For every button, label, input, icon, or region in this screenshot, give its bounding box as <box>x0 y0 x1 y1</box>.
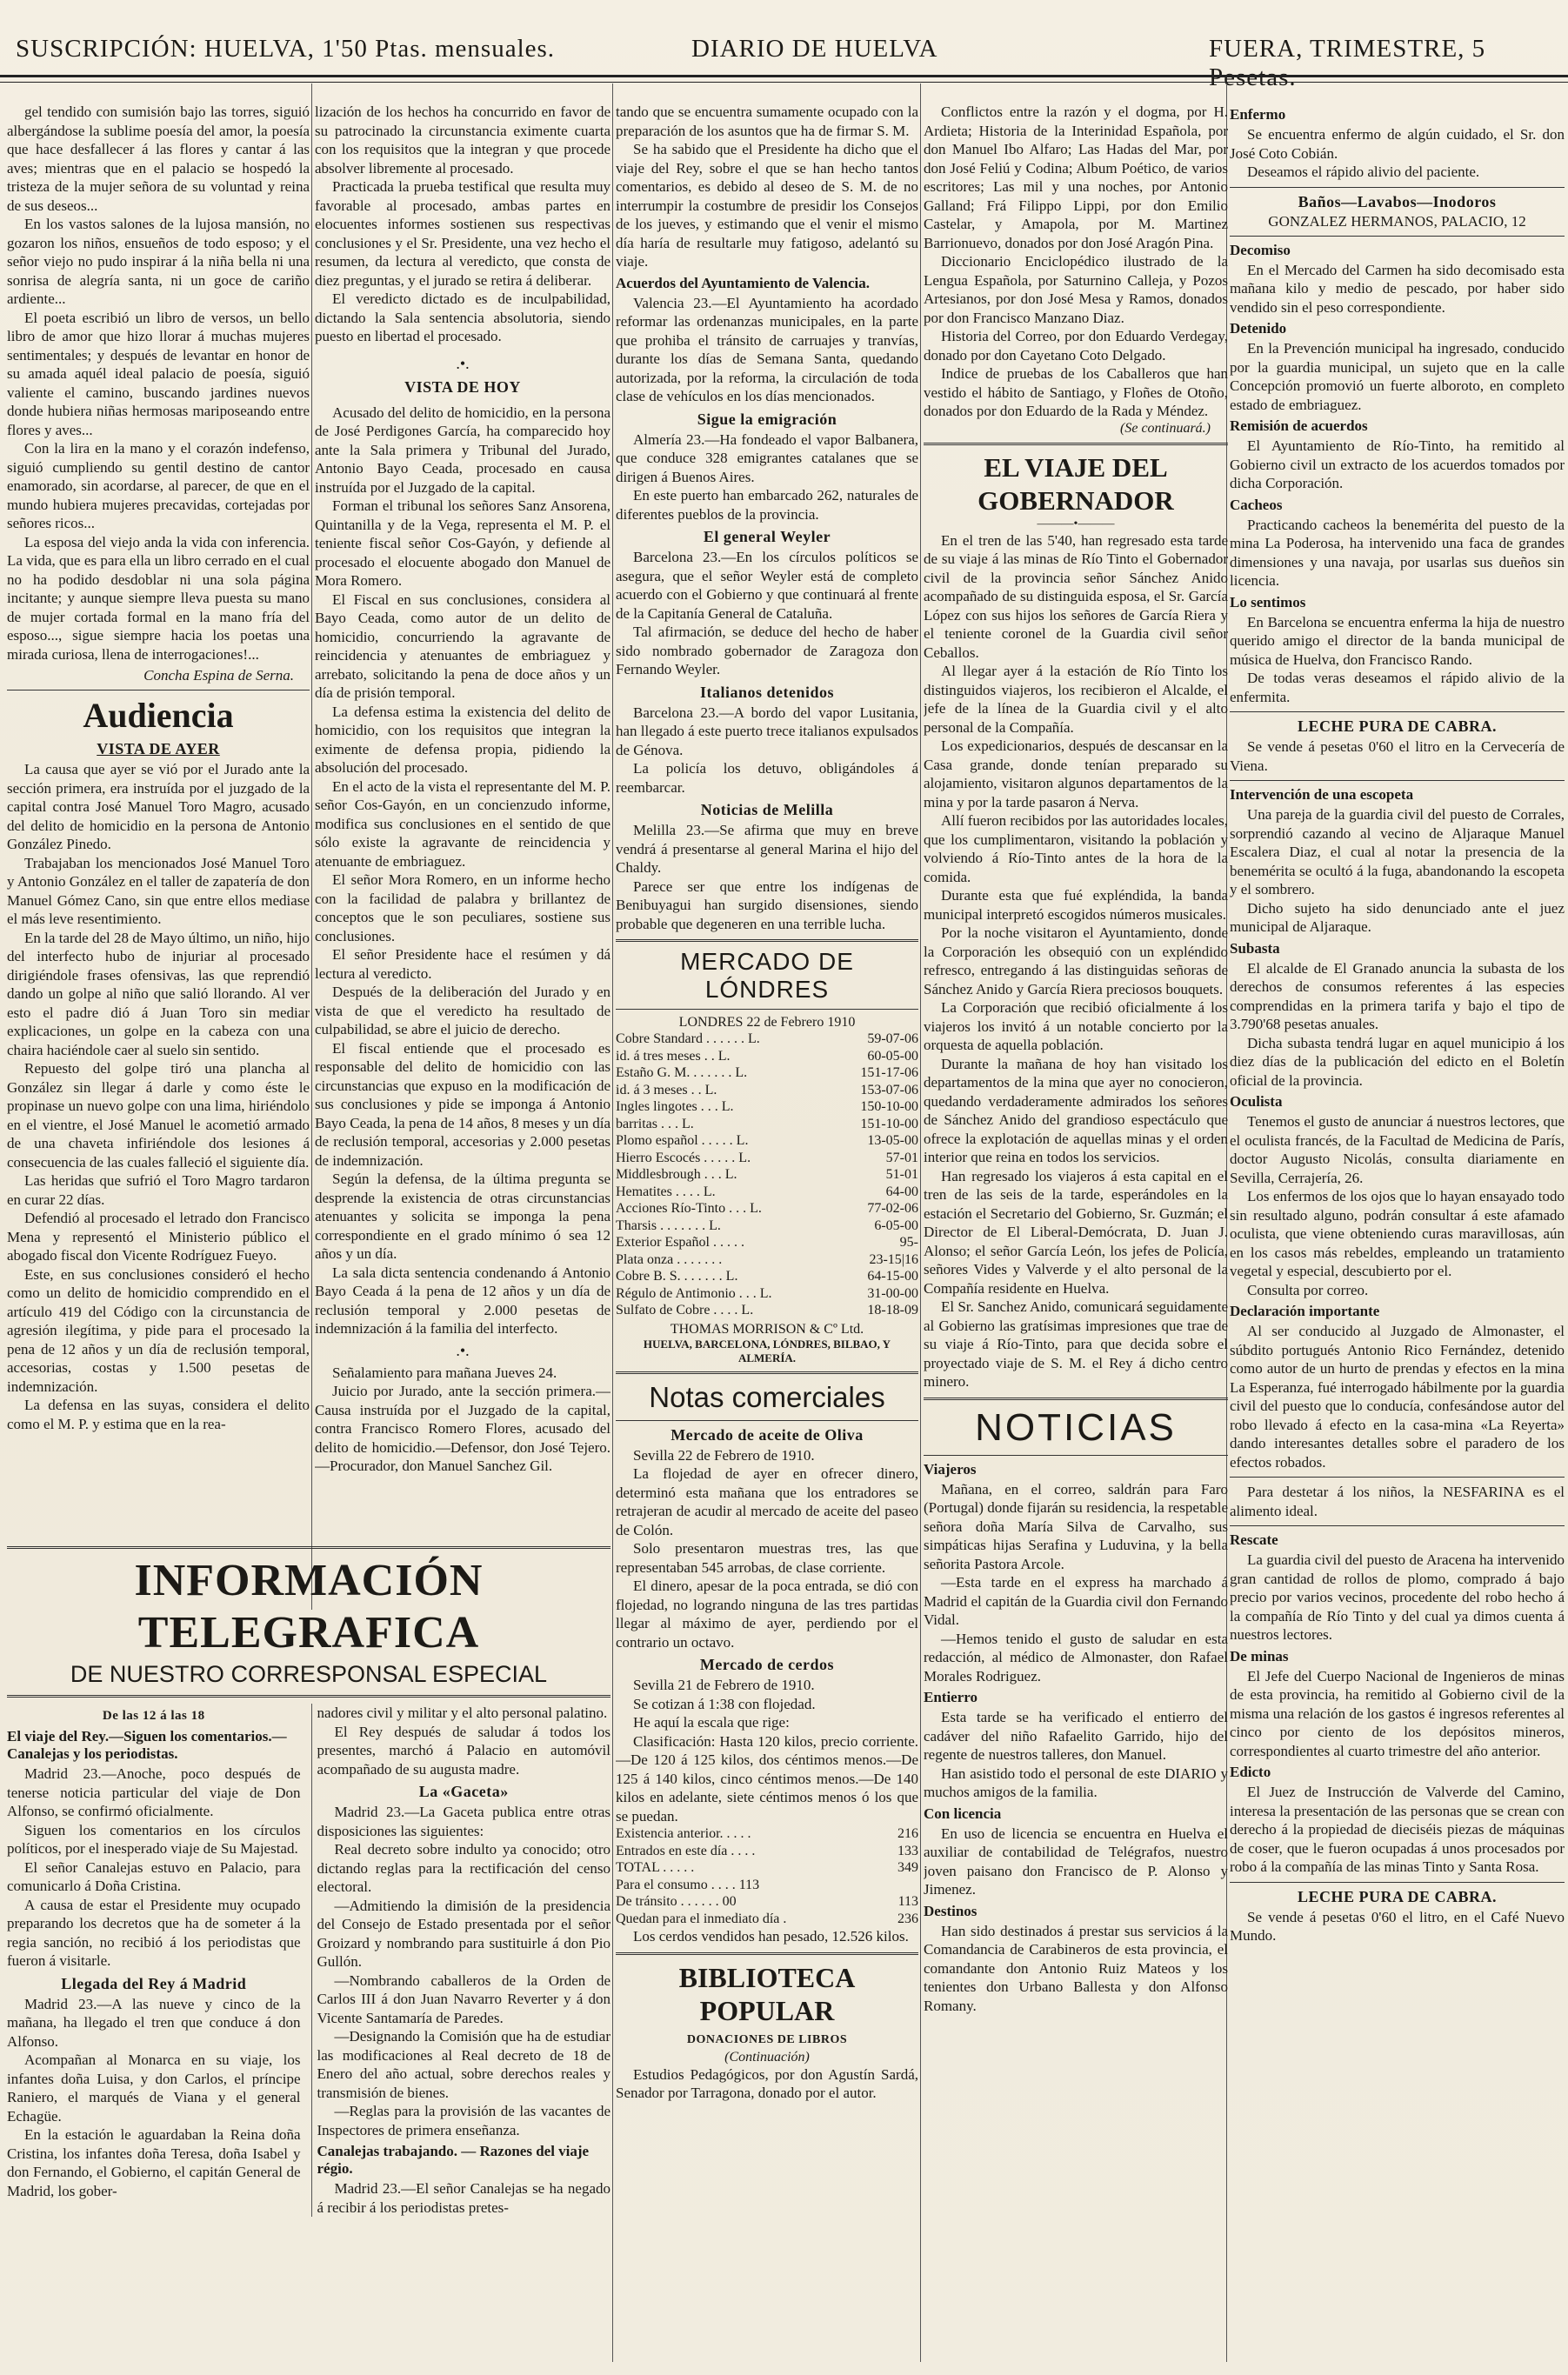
edicto-heading: Edicto <box>1230 1764 1271 1780</box>
paragraph: Después de la deliberación del Jurado y en vista de que el veredicto ha resultado de culpabilidad, se abre el juicio de derecho. <box>315 984 611 1037</box>
paragraph: La flojedad de ayer en ofrecer dinero, determinó esta mañana que los entradores se retrajeran de acudir al mercado de aceite del paseo de Colón. <box>616 1465 918 1538</box>
paragraph: La sala dicta sentencia condenando á Antonio Bayo Ceada á la pena de 12 años y un día de reclusión temporal y 2.000 pesetas de indemnización á la familia del interfecto. <box>315 1264 611 1337</box>
paragraph: El dinero, apesar de la poca entrada, se dió con flojedad, no logrando ninguna de las tres partidas llegar al máximo de ayer, perdiendo por el contrario un octavo. <box>616 1578 918 1651</box>
paragraph: Acusado del delito de homicidio, en la persona de José Perdigones García, ha comparecido hoy ante la Sala primera y Tribunal del Jurado, Antonio Bayo Ceada, procesado en causa instruída por el Juzgado de la capital. <box>315 404 611 496</box>
table-row <box>616 1031 918 1048</box>
emigracion-heading: Sigue la emigración <box>697 410 837 428</box>
table-cell-value: 64-00 <box>885 1184 918 1199</box>
paragraph: Clasificación: Hasta 120 kilos, precio corriente.—De 120 á 125 kilos, dos céntimos menos.—De 125 á 140 kilos, cinco céntimos menos.—De 140 kilos en adelante, siete céntimos menos ó los que se puedan. <box>616 1732 918 1825</box>
remision-heading: Remisión de acuerdos <box>1230 417 1368 434</box>
paragraph: En la tarde del 28 de Mayo último, un niño, hijo del interfecto hubo de injuriar al procesado dirigiéndole frases ofensivas, las que reprendió dando un golpe al niño que salió llorando. Al ver esto el padre dió á Juan Toro sin mediar explicaciones, un golpe en la cabeza con una chaira haciéndole caer al suelo sin sentido. <box>7 929 310 1058</box>
table-cell-label: Exterior Español . . . . . <box>616 1235 744 1250</box>
paragraph: El alcalde de El Granado anuncia la subasta de los derechos de consumos referentes á las especies comprendidas en la primera tarifa y bajo el tipo de 3.790'68 pesetas anuales. <box>1230 959 1565 1032</box>
paragraph: Tenemos el gusto de anunciar á nuestros lectores, que el oculista francés, de la Facultad de Medicina de París, doctor Augusto Nicolás, consulta diariamente en Sevilla, Cerrajería, 26. <box>1230 1113 1565 1186</box>
paragraph: Dicho sujeto ha sido denunciado ante el juez municipal de Aljaraque. <box>1230 899 1565 935</box>
paragraph: El Fiscal en sus conclusiones, considera al Bayo Ceada, como autor de un delito de homicidio, concurriendo la agravante de reincidencia y atenuantes de embriaguez y arrebato, solicitando la pena de doce años y un día de prisión temporal. <box>315 590 611 701</box>
paragraph: Durante la mañana de hoy han visitado los departamentos de la mina que ayer no conocieron, quedando verdaderamente admirados los señores de Sánchez Anido del grandioso espectáculo que ofrece la explotación de aquellas minas y el orden interior que reina en todos los servicios. <box>924 1055 1228 1165</box>
llegada-heading: Llegada del Rey á Madrid <box>61 1974 247 1992</box>
paragraph: Forman el tribunal los señores Sanz Ansorena, Quintanilla y de la Vega, representa el M. P. el teniente fiscal señor Cos-Gayón, y defiende al procesado el elocuente abogado don Manuel de Mora Romero. <box>315 497 611 589</box>
table-cell-label: Sulfato de Cobre . . . . L. <box>616 1303 754 1318</box>
table-cell-label: barritas . . . L. <box>616 1116 694 1131</box>
paragraph: Real decreto sobre indulto ya conocido; otro dictando reglas para la rectificación del censo electoral. <box>317 1841 611 1895</box>
paragraph: Durante esta que fué expléndida, la banda municipal interpretó escogidos números musicales. <box>924 887 1228 923</box>
paragraph: El Jefe del Cuerpo Nacional de Ingenieros de minas de esta provincia, ha remitido al Gobierno civil de la misma una relación de los gastos é ingresos referentes al cinco por ciento de los depósitos mineros, correspondientes al cuarto trimestre del año anterior. <box>1230 1667 1565 1759</box>
paragraph: Madrid 23.—Anoche, poco después de tenerse noticia particular del viaje de Don Alfonso, se confirmó oficialmente. <box>7 1765 301 1819</box>
paragraph: nadores civil y militar y el alto personal palatino. <box>317 1705 608 1721</box>
table-cell-label: Existencia anterior. . . . . <box>616 1826 751 1841</box>
masthead <box>0 0 1568 91</box>
mercado-firm: THOMAS MORRISON & Cº Ltd. <box>670 1321 864 1337</box>
vista-hoy-heading: VISTA DE HOY <box>404 377 521 396</box>
detenido-heading: Detenido <box>1230 320 1287 337</box>
paragraph: —Admitiendo la dimisión de la presidencia del Consejo de Estado presentada por el señor Groizard y nombrando para sustituirle á don Pio Gullón. <box>317 1897 611 1970</box>
newspaper-name: DIARIO DE HUELVA <box>691 35 938 63</box>
oculista-heading: Oculista <box>1230 1093 1283 1110</box>
viaje-rey-heading: El viaje del Rey.—Siguen los comentarios.—Canalejas y los periodistas. <box>7 1728 287 1762</box>
column-2 <box>315 103 611 1546</box>
paragraph: La guardia civil del puesto de Aracena ha intervenido gran cantidad de rollos de plomo, comprado á bajo precio por varios vecinos, procedente del robo hecho á la compañía de Río Tinto y del cual ya dimos cuenta á nuestros lectores. <box>1230 1551 1565 1643</box>
table-cell-value: 31-00-00 <box>867 1285 918 1301</box>
paragraph: El fiscal entiende que el procesado es responsable del delito de homicidio con las circunstancias que expuso en la modificación de sus conclusiones y pide se imponga á Antonio Bayo Ceada, la pena de 14 años, 8 meses y un día de reclusión temporal, accesorias y 2.000 pesetas de indemnización. <box>315 1039 611 1169</box>
table-cell-value: 216 <box>897 1826 918 1841</box>
paragraph: Se encuentra enfermo de algún cuidado, el Sr. don José Coto Cobián. <box>1230 126 1565 162</box>
paragraph: Siguen los comentarios en los círculos políticos, por el inesperado viaje de Su Majestad. <box>7 1821 301 1857</box>
sentimos-heading: Lo sentimos <box>1230 593 1306 610</box>
table-cell-label: Middlesbrough . . . L. <box>616 1167 737 1182</box>
paragraph: Repuesto del golpe tiró una plancha al González sin llegar á darle y como éste le propinase un nuevo golpe con una lima, hiriéndolo en el vientre, el José Manuel le acometió armado de una chaveta infiriéndole dos lesiones á consecuencia de las cuales falleció el siguiente día. <box>7 1060 310 1171</box>
table-cell-value: 151-17-06 <box>860 1065 918 1080</box>
paragraph: Historia del Correo, por don Eduardo Verdegay, donado por don Cayetano Coto Delgado. <box>924 328 1228 364</box>
paragraph: La defensa estima la existencia del delito de homicidio, con los requisitos que integran la eximente de defensa propia, pidiendo la absolución del procesado. <box>315 703 611 776</box>
enfermo-heading: Enfermo <box>1230 106 1286 123</box>
table-cell-label: TOTAL . . . . . <box>616 1860 695 1875</box>
paragraph: En los vastos salones de la lujosa mansión, no gozaron los niños, ensueños de todo esposo; y el señor viejo no pudo inspirar á la niña bella ni una sonrisa de alegría santa, ni un goce de cariño ardiente... <box>7 216 310 307</box>
gaceta-heading: La «Gaceta» <box>418 1783 509 1800</box>
paragraph: Tal afirmación, se deduce del hecho de haber sido nombrado gobernador de Zaragoza don Fernando Weyler. <box>616 624 918 677</box>
paragraph: En el tren de las 5'40, han regresado esta tarde de su viaje á las minas de Río Tinto el Gobernador civil de la provincia señor Sánchez Anido acompañado de su distinguida esposa, el Sr. García López con sus hijos los señores de García Riera y el teniente coronel de la Guardia civil señor Ceballos. <box>924 531 1228 661</box>
paragraph: Al ser conducido al Juzgado de Almonaster, el súbdito portugués Antonio Rico Fernández, detenido como autor de un hurto de prendas y efectos en la mina La Esperanza, fué interrogado hábilmente por la guardia civil del puesto que lo conducía, confesándose autor del robo llevado á efecto en la casa-mina «La Reyerta» dando interesantes detalles sobre el paradero de los efectos robados. <box>1230 1323 1565 1471</box>
table-cell-value: 59-07-06 <box>867 1031 918 1046</box>
paragraph: Mañana, en el correo, saldrán para Faro (Portugal) donde fijarán su residencia, la respetable señora doña María Silva de Carvalho, sus simpáticas hijas Serafina y Luduvina, y la bella señorita Pastora Arcole. <box>924 1480 1228 1572</box>
mercado-table <box>616 1031 918 1319</box>
paragraph: Con la lira en la mano y el corazón indefenso, siguió cumpliendo su gentil destino de cantor enamorado, sin acordarse, al parecer, de que en el mundo hubiera mujeres precavidas, cortejadas por señores ricos... <box>7 440 310 531</box>
paragraph: Diccionario Enciclopédico ilustrado de la Lengua Española, por Saturnino Calleja, y Pozos Artesianos, por don José Mesa y Ramos, donados por don Francisco Manzano Diaz. <box>924 253 1228 326</box>
paragraph: Se vende á pesetas 0'60 el litro en la Cervecería de Viena. <box>1230 738 1565 774</box>
paragraph: En este puerto han embarcado 262, naturales de diferentes pueblos de la provincia. <box>616 487 918 523</box>
table-row <box>616 1218 918 1235</box>
table-cell-value: 113 <box>897 1894 918 1909</box>
paragraph: De todas veras deseamos el rápido alivio de la enfermita. <box>1230 670 1565 705</box>
table-cell-label: id. á 3 meses . . L. <box>616 1082 717 1097</box>
table-cell-label: De tránsito . . . . . . 00 <box>616 1894 737 1909</box>
notas-heading: Notas comerciales <box>649 1380 885 1413</box>
mercado-cities: HUELVA, BARCELONA, LÓNDRES, BILBAO, Y ALMERÍA. <box>643 1337 891 1364</box>
paragraph: Trabajaban los mencionados José Manuel Toro y Antonio González en el taller de zapatería de don Manuel Gómez Cano, sin que entre ellos mediase el más leve resentimiento. <box>7 854 310 927</box>
table-cell-value: 151-10-00 <box>860 1116 918 1131</box>
table-row <box>616 1859 918 1877</box>
telegrafica-left <box>7 1704 301 2217</box>
paragraph: Se vende á pesetas 0'60 el litro, en el Café Nuevo Mundo. <box>1230 1908 1565 1944</box>
paragraph: Señalamiento para mañana Jueves 24. <box>332 1364 557 1381</box>
ornament: .•. <box>456 1341 470 1359</box>
time-range: De las 12 á las 18 <box>102 1709 205 1723</box>
paragraph: Las heridas que sufrió el Toro Magro tardaron en curar 22 días. <box>7 1172 310 1208</box>
table-row <box>616 1166 918 1184</box>
paragraph: Juicio por Jurado, ante la sección primera.—Causa instruída por el Juzgado de la capital, contra Francisco Romero Flores, acusado del delito de homicidio.—Defensor, don José Tejero.—Procurador, don Manuel Sanchez Gil. <box>315 1383 611 1474</box>
paragraph: Se ha sabido que el Presidente ha dicho que el viaje del Rey, sobre el que se han hecho tantos comentarios, es debido al deseo de S. M. de no interrumpir la costumbre de presidir los Consejos de los jueves, y estimando que el venir el mismo día haría de resultarle muy fatigoso, adelantó su viaje. <box>616 141 918 270</box>
entierro-heading: Entierro <box>924 1689 978 1705</box>
canalejas-heading: Canalejas trabajando. — Razones del viaje régio. <box>317 2143 590 2177</box>
licencia-heading: Con licencia <box>924 1805 1002 1822</box>
table-row <box>616 1200 918 1218</box>
table-row <box>616 1064 918 1082</box>
table-cell-value: 77-02-06 <box>867 1201 918 1216</box>
paragraph: —Designando la Comisión que ha de estudiar las modificaciones al Real decreto de 18 de Enero del año actual, sobre derechos reales y transmisión de bienes. <box>317 2028 611 2101</box>
paragraph: Consulta por correo. <box>1247 1281 1369 1298</box>
table-cell-label: Plomo español . . . . . L. <box>616 1133 749 1148</box>
paragraph: gel tendido con sumisión bajo las torres, siguió albergándose la sublime poesía del amor, la poesía que hace desfallecer á las flores y cantar á las aves; mientras que en el palacio se hospedó la tristeza de la mujer señora de su voluntad y reina de sus deseos... <box>7 103 310 214</box>
paragraph: Este, en sus conclusiones consideró el hecho como un delito de homicidio comprendido en el artículo 419 del Código con la circunstancia de agresión ilegítima, y pide para el procesado la pena de 12 años y un día de reclusión temporal, accesorias, costas y 1.500 pesetas de indemnización. <box>7 1265 310 1395</box>
continuara: (Se continuará.) <box>1120 420 1211 436</box>
paragraph: Solo presentaron muestras tres, las que representaban 545 arrobas, de clase corriente. <box>616 1540 918 1576</box>
biblioteca-cont: (Continuación) <box>724 2049 810 2065</box>
paragraph: Defendió al procesado el letrado don Francisco Mena y representó el Ministerio público el abogado fiscal don Vicente Rodríguez Fueyo. <box>7 1210 310 1264</box>
table-cell-value: 349 <box>897 1860 918 1875</box>
column-1 <box>7 103 310 1546</box>
ornament: .•. <box>456 354 470 372</box>
paragraph: El veredicto dictado es de inculpabilidad, dictando la Sala sentencia absolutoria, siendo puesto en libertad el procesado. <box>315 290 611 344</box>
paragraph: Allí fueron recibidos por las autoridades locales, que los cumplimentaron, visitando la población y volviendo á Río-Tinto antes de la hora de la comida. <box>924 812 1228 885</box>
table-cell-value: 150-10-00 <box>860 1099 918 1114</box>
table-cell-value: 64-15-00 <box>867 1269 918 1284</box>
table-cell-value: 153-07-06 <box>860 1082 918 1097</box>
paragraph: Han asistido todo el personal de este DIARIO y muchos amigos de la familia. <box>924 1765 1228 1800</box>
table-cell-value: 23-15|16 <box>869 1251 918 1267</box>
column-5 <box>1230 103 1565 2372</box>
viaje-gobernador-heading: EL VIAJE DEL GOBERNADOR <box>977 451 1174 516</box>
paragraph: Barcelona 23.—En los círculos políticos se asegura, que el señor Weyler está de completo acuerdo con el Gobierno y que continuará al frente de la Capitanía General de Cataluña. <box>616 549 918 622</box>
paragraph: La causa que ayer se vió por el Jurado ante la sección primera, era instruída por el juzgado de la capital contra José Manuel Toro Magro, acusado del delito de homicidio en la persona de Antonio González Pinedo. <box>7 761 310 852</box>
column-3 <box>616 103 918 2372</box>
italianos-heading: Italianos detenidos <box>699 683 835 701</box>
paragraph: Sevilla 22 de Febrero de 1910. <box>633 1446 815 1464</box>
paragraph: Se cotizan á 1:38 con flojedad. <box>633 1695 816 1712</box>
paragraph: —Reglas para la provisión de las vacantes de Inspectores de primera enseñanza. <box>317 2103 611 2138</box>
table-row <box>616 1877 918 1894</box>
paragraph: Los expedicionarios, después de descansar en la Casa grande, donde tenían preparado su alojamiento, visitaron algunos departamentos de la mina y por la tarde pasaron á Nerva. <box>924 737 1228 811</box>
table-cell-label: Tharsis . . . . . . . L. <box>616 1218 721 1233</box>
paragraph: Los enfermos de los ojos que lo hayan ensayado todo sin resultado alguno, podrán consultar á este afamado oculista, que viene obteniendo curas maravillosas, aún en los casos más rebeldes, empleando un tratamiento vegetal y especial, descubierto por el. <box>1230 1188 1565 1279</box>
table-cell-value <box>814 1877 918 1894</box>
table-row <box>616 1911 918 1928</box>
paragraph: Practicada la prueba testifical que resulta muy favorable al procesado, ambas partes en elocuentes informes sostienen sus respectivas conclusiones y el Sr. Presidente, una vez hecho el resumen, da lectura al veredicto, que consta de diez preguntas, y el jurado se retira á deliberar. <box>315 178 611 289</box>
weyler-heading: El general Weyler <box>703 528 831 545</box>
paragraph: En el acto de la vista el representante del M. P. señor Cos-Gayón, en un concienzudo informe, modifica sus conclusiones en el sentido de que sólo existe la agravante de reincidencia y atenuante de embriaguez. <box>315 777 611 870</box>
table-row <box>616 1184 918 1201</box>
leche-ad-heading: LECHE PURA DE CABRA. <box>1297 717 1498 735</box>
paragraph: Almería 23.—Ha fondeado el vapor Balbanera, que conduce 328 emigrantes catalanes que se dirigen á Buenos Aires. <box>616 430 918 485</box>
table-row <box>616 1234 918 1251</box>
paragraph: El Ayuntamiento de Río-Tinto, ha remitido al Gobierno civil un extracto de los acuerdos tomados por dicha Corporación. <box>1230 437 1565 491</box>
table-cell-label: Plata onza . . . . . . . <box>616 1251 723 1267</box>
aceite-heading: Mercado de aceite de Oliva <box>671 1425 864 1444</box>
table-row <box>616 1082 918 1099</box>
table-cell-label: Hierro Escocés . . . . . L. <box>616 1150 751 1165</box>
ayuntamiento-heading: Acuerdos del Ayuntamiento de Valencia. <box>616 274 871 291</box>
table-cell-value: 236 <box>897 1911 918 1926</box>
melilla-heading: Noticias de Melilla <box>700 801 834 818</box>
telegrafica-section <box>7 1546 611 2372</box>
paragraph: Conflictos entre la razón y el dogma, por H. Ardieta; Historia de la Interinidad Española, por don Manuel Ibo Alfaro; Las Hadas del Mar, por don José Feliú y Codina; Album Poético, de varios escritores; Las mil y una noches, por Antonio Galland; Frá Filippo Lippi, por don Emilio Castelar, y Amapola, por M. Martinez Barrionuevo, donados por don José Aragón Pina. <box>924 103 1228 251</box>
vista-ayer-heading: VISTA DE AYER <box>97 740 220 757</box>
cacheos-heading: Cacheos <box>1230 496 1283 513</box>
nesfarina-ad: Para destetar á los niños, la NESFARINA es el alimento ideal. <box>1230 1484 1565 1519</box>
table-row <box>616 1251 918 1269</box>
paragraph: lización de los hechos ha concurrido en favor de su patrocinado la circunstancia eximente cuarta con los requisitos que la integran y que procede absolver libremente al procesado. <box>315 103 611 177</box>
table-cell-label: Hematites . . . . L. <box>616 1184 716 1199</box>
paragraph: El señor Presidente hace el resúmen y dá lectura al veredicto. <box>315 946 611 982</box>
paragraph: Dicha subasta tendrá lugar en aquel municipio á los diez días de la publicación del edicto en el Boletín oficial de la provincia. <box>1230 1034 1565 1089</box>
table-row <box>616 1268 918 1285</box>
declaracion-heading: Declaración importante <box>1230 1303 1380 1319</box>
table-cell-value: 13-05-00 <box>867 1133 918 1148</box>
ornament: ———•——— <box>1037 517 1115 530</box>
subasta-heading: Subasta <box>1230 939 1280 957</box>
audiencia-heading: Audiencia <box>83 696 234 735</box>
paragraph: En el Mercado del Carmen ha sido decomisado esta mañana kilo y medio de pescado, por haber sido vendido sin el peso correspondiente. <box>1230 261 1565 316</box>
paragraph: Estudios Pedagógicos, por don Agustín Sardá, Senador por Tarragona, donado por el autor. <box>616 2065 918 2101</box>
paragraph: La policía los detuvo, obligándoles á reembarcar. <box>616 760 918 796</box>
paragraph: Al llegar ayer á la estación de Río Tinto los distinguidos viajeros, los recibieron el Alcalde, el jefe de la línea de la Guardia civil y el alto personal de la Compañía. <box>924 663 1228 736</box>
paragraph: En Barcelona se encuentra enferma la hija de nuestro querido amigo el director de la banda municipal de música de Huelva, don Francisco Rando. <box>1230 613 1565 668</box>
column-4 <box>924 103 1228 2372</box>
table-cell-label: Acciones Río-Tinto . . . L. <box>616 1201 762 1216</box>
paragraph: Indice de pruebas de los Caballeros que han vestido el hábito de Santiago, y Floñes de Otoño, donados por don Eduardo de la Rada y Méndez. <box>924 365 1228 419</box>
banos-ad-address: GONZALEZ HERMANOS, PALACIO, 12 <box>1268 212 1526 230</box>
rescate-heading: Rescate <box>1230 1531 1278 1548</box>
paragraph: El señor Canalejas estuvo en Palacio, para comunicarlo á Doña Cristina. <box>7 1858 301 1894</box>
table-cell-value: 95- <box>899 1235 918 1250</box>
table-cell-label: Quedan para el inmediato día . <box>616 1911 787 1926</box>
cerdos-heading: Mercado de cerdos <box>699 1656 835 1673</box>
paragraph: En la Prevención municipal ha ingresado, conducido por la guardia municipal, un sujeto que en la calle Concepción promovió un fuerte alboroto, en completo estado de embriaguez. <box>1230 340 1565 413</box>
table-row <box>616 1302 918 1319</box>
paragraph: Acompañan al Monarca en su viaje, los infantes doña Luisa, y don Carlos, el príncipe Raniero, el marqués de Viana y el general Echagüe. <box>7 2051 301 2125</box>
paragraph: He aquí la escala que rige: <box>633 1714 790 1731</box>
subscription-outside: FUERA, TRIMESTRE, 5 Pesetas. <box>1209 35 1486 91</box>
escopeta-heading: Intervención de una escopeta <box>1230 786 1414 803</box>
telegrafica-right <box>311 1704 611 2217</box>
mercado-date: LONDRES 22 de Febrero 1910 <box>678 1015 856 1030</box>
minas-heading: De minas <box>1230 1647 1289 1665</box>
table-cell-label: Cobre Standard . . . . . . L. <box>616 1031 760 1046</box>
table-cell-value: 60-05-00 <box>867 1048 918 1064</box>
paragraph: La defensa en las suyas, considera el delito como el M. P. y estima que en la rea- <box>7 1397 310 1432</box>
table-cell-label: Estaño G. M. . . . . . . L. <box>616 1065 748 1080</box>
table-cell-value: 18-18-09 <box>867 1303 918 1318</box>
table-row <box>616 1098 918 1116</box>
paragraph: El poeta escribió un libro de versos, un bello libro de amor que hizo llorar á muchas mujeres sentimentales; y después de levantar en honor de su amada aquél ideal palacio de poesía, siguió valiente el camino, buscando jardines nuevos donde hubiera niñas hermosas mariposeando entre flores y aves... <box>7 309 310 438</box>
viajeros-heading: Viajeros <box>924 1460 977 1478</box>
paragraph: —Nombrando caballeros de la Orden de Carlos III á don Juan Navarro Reverter y á don Vicente Santamaría de Paredes. <box>317 1971 611 2026</box>
paragraph: tando que se encuentra sumamente ocupado con la preparación de los asuntos que ha de firmar S. M. <box>616 103 918 139</box>
table-row <box>616 1843 918 1860</box>
table-row <box>616 1285 918 1303</box>
paragraph: Melilla 23.—Se afirma que muy en breve vendrá á presentarse al general Marina el hijo del Chaldy. <box>616 822 918 876</box>
paragraph: A causa de estar el Presidente muy ocupado preparando los decretos que ha de someter á la regia sanción, no recibió á los periodistas que fueron á visitarle. <box>7 1896 301 1969</box>
table-cell-label: Entrados en este día . . . . <box>616 1843 756 1858</box>
table-cell-label: id. á tres meses . . L. <box>616 1048 731 1064</box>
subscription-local: SUSCRIPCIÓN: HUELVA, 1'50 Ptas. mensuales. <box>16 35 556 63</box>
paragraph: Esta tarde se ha verificado el entierro del cadáver del niño Rafaelito Garrido, hijo del regente de nuestros talleres, don Manuel. <box>924 1709 1228 1763</box>
table-row <box>616 1150 918 1167</box>
table-cell-value: 51-01 <box>885 1167 918 1182</box>
paragraph: El señor Mora Romero, en un informe hecho con la facilidad de palabra y brillantez de conceptos que le son peculiares, sostiene sus conclusiones. <box>315 871 611 944</box>
paragraph: El Sr. Sanchez Anido, comunicará seguidamente al Gobierno las gratísimas impresiones que trae de su viaje á Río-Tinto, para que decida sobre el proyectado viaje de S. M. el Rey á dicho centro minero. <box>924 1298 1228 1390</box>
table-row <box>616 1132 918 1150</box>
table-row <box>616 1116 918 1133</box>
author-signature: Concha Espina de Serna. <box>143 667 294 684</box>
telegrafica-subheading: DE NUESTRO CORRESPONSAL ESPECIAL <box>70 1661 548 1687</box>
paragraph: —Esta tarde en el express ha marchado á Madrid el capitán de la Guardia civil don Fernando Vidal. <box>924 1574 1228 1628</box>
table-cell-label: Régulo de Antimonio . . . L. <box>616 1285 772 1301</box>
table-row <box>616 1048 918 1065</box>
leche2-ad-heading: LECHE PURA DE CABRA. <box>1297 1887 1498 1905</box>
paragraph: Practicando cacheos la benemérita del puesto de la mina La Poderosa, ha intervenido una faca de grandes dimensiones y una navaja, por usarlas sus dueños sin licencia. <box>1230 516 1565 589</box>
paragraph: Valencia 23.—El Ayuntamiento ha acordado reformar las ordenanzas municipales, en la parte que prohiba el tránsito de carruajes y tranvías, durante los días de Semana Santa, quedando autorizada, por la reforma, la circulación de toda clase de vehículos en los días mencionados. <box>616 294 918 404</box>
paragraph: En uso de licencia se encuentra en Huelva el auxiliar de contabilidad de Telégrafos, nuestro joven paisano don Francisco de P. Alonso y Jimenez. <box>924 1825 1228 1898</box>
cerdos-table <box>616 1825 918 1927</box>
paragraph: Parece ser que entre los indígenas de Benibuyagui han surgido disensiones, siendo probable que degeneren en una terrible lucha. <box>616 877 918 932</box>
biblioteca-subheading: DONACIONES DE LIBROS <box>686 2032 848 2046</box>
paragraph: Madrid 23.—A las nueve y cinco de la mañana, ha llegado el tren que conduce á don Alfonso. <box>7 1995 301 2050</box>
paragraph: El Rey después de saludar á todos los presentes, marchó á Palacio en automóvil acompañado de su augusta madre. <box>317 1723 611 1778</box>
paragraph: Sevilla 21 de Febrero de 1910. <box>633 1677 815 1693</box>
paragraph: Por la noche visitaron el Ayuntamiento, donde la Corporación les obsequió con un expléndido refresco, entregando á las distinguidas señoras de Sánchez Anido y García Riera preciosos bouquets. <box>924 924 1228 997</box>
table-cell-value: 133 <box>897 1843 918 1858</box>
table-cell-label: Ingles lingotes . . . L. <box>616 1099 734 1114</box>
telegrafica-heading: INFORMACIÓN TELEGRAFICA <box>134 1556 484 1658</box>
mercado-londres-heading: MERCADO DE LÓNDRES <box>680 948 854 1003</box>
paragraph: Madrid 23.—La Gaceta publica entre otras disposiciones las siguientes: <box>317 1804 611 1839</box>
table-cell-value: 6-05-00 <box>874 1218 918 1233</box>
banos-ad-heading: Baños—Lavabos—Inodoros <box>1298 192 1497 210</box>
paragraph: —Hemos tenido el gusto de saludar en esta redacción, al médico de Almonaster, don Rafael Morales Rodriguez. <box>924 1630 1228 1685</box>
paragraph: La Corporación que recibió oficialmente á los viajeros los invitó á un notable concierto por la orquesta de aquella población. <box>924 999 1228 1053</box>
paragraph: Madrid 23.—El señor Canalejas se ha negado á recibir á los periodistas pretes- <box>317 2180 611 2216</box>
paragraph: Han sido destinados á prestar sus servicios á la Comandancia de Carabineros de esta provincia, el comandante don Antonio Ruiz Mateos y los tenientes don Urbano Ballesta y don Alfonso Romany. <box>924 1922 1228 2014</box>
paragraph: Han regresado los viajeros á esta capital en el tren de las seis de la tarde, esperándoles en la estación el Secretario del Gobierno, Sr. Guzmán; el Director de El Liberal-Demócrata, D. Juan J. Alonso; el señor García León, los jefes de Policía, señores Vides y Valverde y el alto personal de la Compañía residente en Huelva. <box>924 1167 1228 1297</box>
noticias-heading: NOTICIAS <box>975 1405 1177 1449</box>
paragraph: Deseamos el rápido alivio del paciente. <box>1247 163 1480 180</box>
destinos-heading: Destinos <box>924 1902 977 1919</box>
paragraph: Barcelona 23.—A bordo del vapor Lusitania, han llegado á este puerto trece italianos expulsados de Génova. <box>616 704 918 758</box>
biblioteca-heading: BIBLIOTECA POPULAR <box>678 1961 856 2026</box>
paragraph: En la estación le aguardaban la Reina doña Cristina, los infantes doña Teresa, doña Isabel y don Fernando, el Gobierno, el capitán General de Madrid, los gober- <box>7 2126 301 2199</box>
paragraph: El Juez de Instrucción de Valverde del Camino, interesa la presentación de las personas que se crean con derecho á la propiedad de dieciséis piezas de máquinas de coser, que le fueron ocupadas á unos procesados por robo á la compañía de las minas Tinto y Santa Rosa. <box>1230 1784 1565 1875</box>
decomiso-heading: Decomiso <box>1230 241 1291 258</box>
paragraph: Según la defensa, de la última pregunta se desprende la existencia de otras circunstancias atenuantes y solicita se imponga la pena correspondiente en el grado mínimo ó sea 12 años y un día. <box>315 1171 611 1262</box>
table-row <box>616 1893 918 1911</box>
table-cell-value: 57-01 <box>885 1150 918 1165</box>
paragraph: La esposa del viejo anda la vida con inferencia. La vida, que es para ella un libro cerrado en el cual no ha podido desdoblar ni una sola página incitante; y aunque siempre lleva puesta su mano de mujer cortada formal en la mano fría del esposo..., sigue siempre hacia los poetas una mirada curiosa, llena de interrogaciones!... <box>7 533 310 663</box>
paragraph: Los cerdos vendidos han pesado, 12.526 kilos. <box>633 1928 909 1945</box>
table-cell-label: Para el consumo . . . . 113 <box>616 1877 760 1892</box>
table-row <box>616 1825 918 1843</box>
table-cell-label: Cobre B. S. . . . . . . L. <box>616 1269 738 1284</box>
paragraph: Una pareja de la guardia civil del puesto de Corrales, sorprendió cazando al vecino de Aljaraque Manuel Escalera Diaz, el cual al notar la presencia de la benemérita se ocultó á la fuga, abandonando la escopeta y el sombrero. <box>1230 806 1565 897</box>
